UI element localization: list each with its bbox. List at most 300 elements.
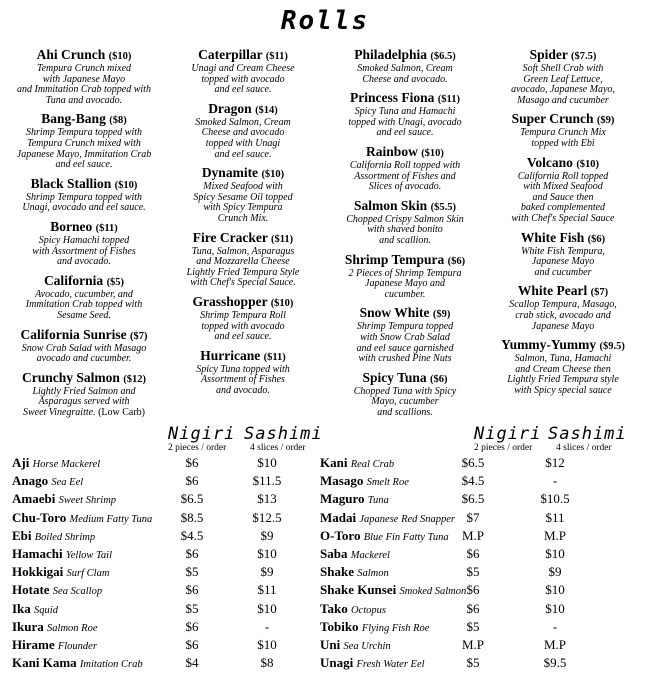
roll-name: Snow White — [359, 305, 430, 321]
roll-description: Tuna, Salmon, Asparagus — [191, 245, 295, 257]
fish-name: Shake — [320, 564, 354, 580]
fish-name: Hirame — [12, 636, 55, 652]
roll-price: ($9) — [596, 115, 615, 127]
fish-name-cell — [320, 473, 409, 489]
fish-name-cell — [12, 655, 143, 671]
roll-name: Ahi Crunch — [36, 47, 106, 62]
sashimi-heading: Sashimi — [548, 424, 627, 444]
roll-name-line — [330, 253, 480, 269]
roll-name: Super Crunch — [511, 111, 594, 127]
fish-name-cell — [320, 637, 391, 653]
roll-description: topped with Unagi — [205, 137, 281, 149]
fish-description: Yellow Tail — [65, 549, 113, 561]
fish-name: Ebi — [12, 527, 32, 543]
roll-name: Borneo — [50, 218, 93, 234]
sashimi-price: $12 — [545, 455, 565, 470]
roll-item — [484, 48, 642, 106]
roll-description: and scallions. — [377, 406, 433, 418]
roll-name: Spicy Tuna — [362, 369, 427, 385]
fish-name-cell — [320, 510, 455, 526]
nigiri-price: $4.5 — [180, 527, 204, 543]
fish-name-cell — [320, 655, 425, 671]
roll-description: avocado, Japanese Mayo, — [511, 84, 615, 96]
fish-description: Boiled Shrimp — [34, 531, 96, 543]
fish-description: Mackerel — [350, 549, 390, 561]
roll-name: Spider — [529, 47, 568, 62]
fish-description: Flounder — [57, 640, 97, 652]
roll-item — [8, 371, 160, 419]
roll-description: Smoked Salmon, Cream — [357, 63, 453, 74]
table-row — [320, 455, 645, 473]
roll-name-line — [8, 274, 160, 290]
roll-description: Crunch Mix. — [217, 212, 269, 224]
roll-item — [330, 48, 480, 85]
table-row — [12, 491, 337, 509]
nigiri-price: $6.5 — [461, 455, 485, 470]
roll-description: Lightly Fried Tempura Style — [186, 266, 300, 278]
roll-price: ($7.5) — [571, 51, 597, 62]
sashimi-price: $10 — [545, 600, 565, 616]
roll-name: Volcano — [526, 154, 573, 170]
table-row — [12, 510, 337, 528]
roll-name: California — [43, 272, 104, 288]
roll-name: Crunchy Salmon — [21, 369, 120, 385]
nigiri-price: $6 — [185, 582, 199, 598]
roll-description: Mixed Seafood with — [203, 181, 283, 193]
roll-description: Cheese and avocado. — [362, 73, 448, 85]
roll-name-line — [168, 166, 318, 182]
roll-description: Chopped Tuna with Spicy — [353, 385, 457, 397]
roll-name-line — [484, 284, 642, 300]
fish-name-cell — [320, 491, 389, 507]
nigiri-price: $5 — [466, 564, 480, 580]
roll-description: Japanese Mayo, Immitation Crab — [16, 148, 152, 160]
fish-description: Fresh Water Eel — [356, 659, 425, 671]
nigiri-price: $6 — [466, 545, 480, 561]
nigiri-subheading: 2 pieces / order — [474, 443, 533, 453]
roll-name-line — [8, 48, 160, 64]
nigiri-price: $5 — [185, 600, 199, 616]
table-row — [320, 510, 645, 528]
roll-name: Shrimp Tempura — [344, 251, 445, 267]
table-row — [320, 637, 645, 655]
table-row — [12, 582, 337, 600]
fish-description: Squid — [34, 604, 58, 616]
table-row — [320, 619, 645, 637]
sashimi-price: $10 — [545, 582, 565, 598]
roll-name: Salmon Skin — [354, 197, 428, 213]
roll-name: Philadelphia — [354, 47, 428, 62]
table-row — [320, 582, 645, 600]
roll-description: Salmon, Tuna, Hamachi — [514, 353, 612, 365]
fish-name-cell — [320, 601, 386, 617]
roll-price: ($11) — [437, 94, 460, 106]
fish-name-cell — [12, 546, 112, 562]
roll-description: and avocado. — [216, 384, 270, 396]
fish-description: Blue Fin Fatty Tuna — [363, 531, 449, 543]
roll-description: and scallion. — [379, 234, 431, 246]
rolls-column-2 — [168, 48, 318, 402]
roll-description: topped with Unagi, avocado — [348, 116, 462, 128]
roll-description: and eel sauce. — [214, 331, 272, 343]
fish-name: Ika — [12, 600, 31, 616]
roll-description: Immitation Crab topped with — [25, 299, 143, 311]
roll-name-line — [168, 295, 318, 311]
sashimi-price: $11 — [257, 582, 277, 598]
rolls-column-1 — [8, 48, 160, 424]
roll-description: Spicy Sesame Oil topped — [193, 191, 293, 203]
roll-name: Grasshopper — [192, 293, 268, 309]
sashimi-price: $9.5 — [543, 655, 567, 671]
fish-description: Sea Eel — [51, 477, 84, 489]
fish-description: Surf Clam — [66, 568, 110, 580]
roll-price: ($6) — [447, 255, 466, 267]
roll-price: ($10) — [108, 51, 132, 62]
sashimi-price: $10 — [257, 455, 277, 470]
roll-item — [330, 199, 480, 247]
fish-name-cell — [12, 601, 58, 617]
roll-price: ($7) — [130, 330, 148, 342]
table-row — [320, 601, 645, 619]
roll-description: and avocado. — [57, 256, 111, 268]
fish-name-cell — [12, 637, 97, 653]
fish-description: Smoked Salmon — [399, 586, 467, 598]
fish-name: Masago — [320, 473, 364, 489]
fish-name: Chu-Toro — [12, 509, 67, 525]
roll-item — [484, 284, 642, 332]
roll-description: Asparagus served with — [38, 396, 130, 408]
rolls-column-4 — [484, 48, 642, 402]
sashimi-price: M.P — [543, 636, 567, 652]
roll-description: Slices of avocado. — [368, 181, 442, 193]
roll-name: Yummy-Yummy — [501, 337, 597, 353]
roll-description: with Japanese Mayo — [42, 73, 126, 85]
sashimi-heading: Sashimi — [244, 424, 323, 444]
sashimi-price: $10 — [257, 600, 277, 616]
roll-price: ($14) — [255, 104, 278, 116]
roll-name-line — [484, 338, 642, 354]
roll-price: ($6) — [587, 233, 606, 245]
roll-name: Dynamite — [201, 165, 259, 181]
fish-name: Maguro — [320, 491, 365, 507]
roll-description: Unagi and Cream Cheese — [191, 63, 295, 74]
sashimi-price: $11 — [545, 509, 565, 525]
roll-description: and Immitation Crab topped with — [17, 84, 151, 96]
roll-name: Black Stallion — [30, 175, 112, 191]
roll-price: ($11) — [271, 233, 294, 245]
sashimi-price: $10.5 — [540, 491, 570, 507]
roll-price: ($5.5) — [430, 201, 456, 213]
sashimi-price: $10 — [257, 545, 277, 561]
roll-item — [330, 253, 480, 301]
nigiri-heading: Nigiri — [168, 424, 236, 444]
roll-description: topped with Ebi — [531, 137, 595, 149]
fish-description: Tuna — [367, 495, 389, 507]
fish-name-cell — [12, 582, 102, 598]
roll-price: ($8) — [109, 115, 127, 127]
roll-name: Hurricane — [200, 347, 261, 363]
roll-description: Avocado, cucumber, and — [35, 288, 133, 300]
roll-item — [168, 102, 318, 160]
roll-description: Japanese Mayo and — [365, 278, 445, 290]
roll-name: White Pearl — [517, 283, 588, 299]
roll-description: and eel sauce garnished — [356, 342, 454, 354]
roll-description: Shrimp Tempura topped with — [25, 127, 143, 139]
roll-price: ($11) — [95, 222, 118, 234]
nigiri-price: $4.5 — [461, 473, 485, 489]
fish-name-cell — [320, 564, 389, 580]
roll-name: Dragon — [208, 100, 252, 116]
roll-price: ($10) — [421, 147, 444, 159]
roll-item — [8, 328, 160, 365]
fish-description: Smelt Roe — [366, 477, 409, 489]
sashimi-price: $9 — [548, 564, 562, 580]
roll-description: with shaved bonito — [367, 224, 443, 236]
fish-name: Anago — [12, 473, 49, 489]
roll-name: White Fish — [520, 229, 585, 245]
roll-name-line — [330, 371, 480, 387]
roll-name-line — [484, 48, 642, 64]
roll-name-line — [330, 91, 480, 107]
roll-name: Caterpillar — [198, 47, 263, 62]
nigiri-price: $6.5 — [180, 491, 204, 507]
roll-description: and cucumber — [534, 266, 592, 278]
roll-name-line — [330, 199, 480, 215]
roll-price: ($10) — [261, 169, 285, 181]
roll-name-line — [330, 306, 480, 322]
fish-name-cell — [320, 546, 390, 562]
sashimi-price: $11.5 — [252, 473, 282, 489]
nigiri-price: $5 — [185, 564, 199, 580]
roll-description: with Assortment of Fishes — [32, 245, 136, 257]
roll-item — [484, 112, 642, 149]
rolls-column-3 — [330, 48, 480, 424]
roll-note: (Low Carb) — [98, 406, 145, 418]
roll-description: Lightly Fried Tempura style — [507, 374, 619, 386]
roll-description: Lightly Fried Salmon and — [32, 385, 136, 397]
nigiri-price: $6.5 — [461, 491, 485, 507]
table-row — [320, 655, 645, 673]
roll-description: topped with avocado — [201, 320, 285, 332]
roll-description: and eel sauce. — [214, 84, 272, 96]
roll-name-line — [168, 231, 318, 247]
roll-description: Scallop Tempura, Masago, — [509, 299, 617, 311]
roll-name: Rainbow — [366, 143, 418, 159]
roll-name-line — [484, 112, 642, 128]
roll-name-line — [168, 349, 318, 365]
roll-description: and eel sauce. — [376, 127, 434, 139]
roll-price: ($6.5) — [430, 51, 456, 62]
roll-item — [168, 349, 318, 397]
roll-price: ($10) — [114, 179, 138, 191]
roll-description: Unagi, avocado and eel sauce. — [22, 202, 146, 214]
sashimi-price: $13 — [257, 491, 277, 507]
roll-name: Fire Cracker — [192, 229, 268, 245]
fish-name: Hamachi — [12, 545, 63, 561]
roll-name-line — [8, 328, 160, 344]
fish-name: Aji — [12, 455, 30, 470]
roll-name-line — [330, 48, 480, 64]
roll-description: Tuna and avocado. — [45, 94, 123, 106]
nigiri-price: $6 — [185, 618, 199, 634]
price-table-right — [320, 455, 645, 673]
sashimi-price: - — [552, 618, 558, 634]
roll-item — [8, 220, 160, 268]
table-row — [12, 619, 337, 637]
roll-name-line — [8, 371, 160, 387]
roll-description: Mayo, cucumber — [371, 396, 439, 408]
roll-description: Green Leaf Lettuce, — [523, 73, 603, 85]
table-row — [12, 564, 337, 582]
sashimi-price: $9 — [260, 527, 274, 543]
roll-description: topped with avocado — [201, 73, 285, 85]
roll-price: ($5) — [106, 276, 125, 288]
roll-name-line — [8, 177, 160, 193]
roll-price: ($9.5) — [599, 341, 625, 353]
nigiri-price: $6 — [185, 455, 199, 470]
fish-description: Medium Fatty Tuna — [69, 513, 153, 525]
table-row — [12, 601, 337, 619]
roll-item — [330, 91, 480, 139]
fish-name: Saba — [320, 545, 348, 561]
fish-name-cell — [12, 473, 83, 489]
fish-name-cell — [12, 510, 152, 526]
roll-name: California Sunrise — [20, 326, 127, 342]
roll-description: with crushed Pine Nuts — [358, 353, 452, 365]
nigiri-price: $4 — [185, 655, 199, 671]
sashimi-price: $8 — [260, 655, 274, 671]
roll-price: ($6) — [430, 373, 448, 385]
table-row — [12, 473, 337, 491]
nigiri-price: $7 — [466, 509, 480, 525]
fish-name-cell — [12, 528, 95, 544]
roll-price: ($11) — [265, 51, 288, 62]
table-row — [12, 637, 337, 655]
roll-description: Tempura Crunch Mix — [520, 127, 606, 139]
sashimi-price: M.P — [543, 527, 567, 543]
roll-description: and eel sauce. — [55, 159, 113, 171]
fish-name: Kani — [320, 455, 348, 470]
table-row — [12, 546, 337, 564]
fish-name: Amaebi — [12, 491, 56, 507]
roll-item — [8, 177, 160, 214]
page-title: Rolls — [280, 6, 370, 36]
fish-description: Japanese Red Snapper — [359, 513, 456, 525]
roll-description: with Mixed Seafood — [523, 181, 603, 193]
roll-description: Spicy Tuna topped with — [196, 363, 290, 375]
roll-name: Bang-Bang — [41, 111, 106, 127]
fish-name: Uni — [320, 636, 341, 652]
roll-price: ($10) — [270, 297, 294, 309]
roll-name-line — [168, 48, 318, 64]
fish-name: Tako — [320, 600, 348, 616]
fish-description: Flying Fish Roe — [361, 622, 430, 634]
fish-description: Sea Scallop — [52, 586, 103, 598]
fish-name-cell — [12, 619, 98, 635]
roll-description: White Fish Tempura, — [521, 245, 605, 257]
sashimi-price: $10 — [545, 545, 565, 561]
roll-description: with Spicy special sauce — [514, 384, 612, 396]
roll-description: California Roll topped — [517, 170, 609, 182]
sashimi-price: $12.5 — [252, 509, 282, 525]
nigiri-price: $5 — [466, 618, 480, 634]
price-table-left — [12, 455, 337, 673]
table-row — [320, 546, 645, 564]
roll-item — [484, 231, 642, 279]
roll-item — [8, 274, 160, 322]
roll-description: 2 Pieces of Shrimp Tempura — [348, 267, 462, 279]
roll-item — [8, 112, 160, 170]
roll-name-line — [8, 112, 160, 128]
nigiri-price: $6 — [185, 545, 199, 561]
roll-description: Tempura Crunch mixed — [36, 63, 132, 74]
nigiri-heading: Nigiri — [474, 424, 542, 444]
roll-description: and Cream Cheese then — [515, 363, 611, 375]
sashimi-subheading: 4 slices / order — [556, 443, 612, 453]
roll-item — [484, 156, 642, 225]
table-row — [12, 528, 337, 546]
roll-name-line — [484, 156, 642, 172]
roll-description: Shrimp Tempura Roll — [200, 309, 286, 321]
roll-description: Cheese and avocado — [201, 127, 285, 139]
roll-item — [484, 338, 642, 396]
fish-name: O-Toro — [320, 527, 361, 543]
roll-description-text: Sweet Vinegraitte. — [22, 406, 96, 418]
fish-name-cell — [12, 455, 100, 471]
roll-description: Tempura Crunch mixed with — [27, 137, 141, 149]
roll-description: with Spicy Tempura — [203, 202, 283, 214]
roll-description: Spicy Hamachi topped — [38, 234, 130, 246]
nigiri-subheading: 2 pieces / order — [168, 443, 227, 453]
table-row — [320, 491, 645, 509]
roll-description: with Chef's Special Sauce. — [190, 277, 296, 289]
roll-description: California Roll topped with — [349, 159, 461, 171]
fish-description: Imitation Crab — [79, 659, 143, 671]
nigiri-price: M.P — [461, 636, 485, 652]
fish-name: Shake Kunsei — [320, 582, 397, 598]
nigiri-price: $6 — [185, 636, 199, 652]
roll-name: Princess Fiona — [350, 90, 435, 106]
roll-description: Shrimp Tempura topped — [356, 321, 454, 333]
fish-name-cell — [320, 528, 449, 544]
nigiri-price: M.P — [461, 527, 485, 543]
fish-name: Unagi — [320, 655, 354, 671]
roll-price: ($7) — [590, 287, 609, 299]
nigiri-price: $6 — [185, 473, 199, 489]
table-row — [12, 655, 337, 673]
roll-item — [168, 295, 318, 343]
sashimi-subheading: 4 slices / order — [250, 443, 306, 453]
nigiri-price: $5 — [466, 655, 480, 671]
roll-description: Snow Crab Salad with Masago — [21, 342, 147, 354]
roll-description: Assortment of Fishes and — [354, 170, 456, 182]
roll-description: Japanese Mayo — [531, 256, 595, 268]
fish-name: Hotate — [12, 582, 50, 598]
roll-description: Shrimp Tempura topped with — [25, 191, 143, 203]
fish-name: Kani Kama — [12, 655, 77, 671]
table-row — [320, 528, 645, 546]
roll-item — [168, 48, 318, 96]
table-row — [320, 564, 645, 582]
table-row — [12, 455, 337, 473]
fish-name-cell — [12, 491, 116, 507]
fish-name: Ikura — [12, 618, 44, 634]
roll-name-line — [8, 220, 160, 236]
roll-name-line — [168, 102, 318, 118]
roll-price: ($11) — [263, 351, 286, 363]
table-row — [320, 473, 645, 491]
nigiri-price: $8.5 — [180, 509, 204, 525]
